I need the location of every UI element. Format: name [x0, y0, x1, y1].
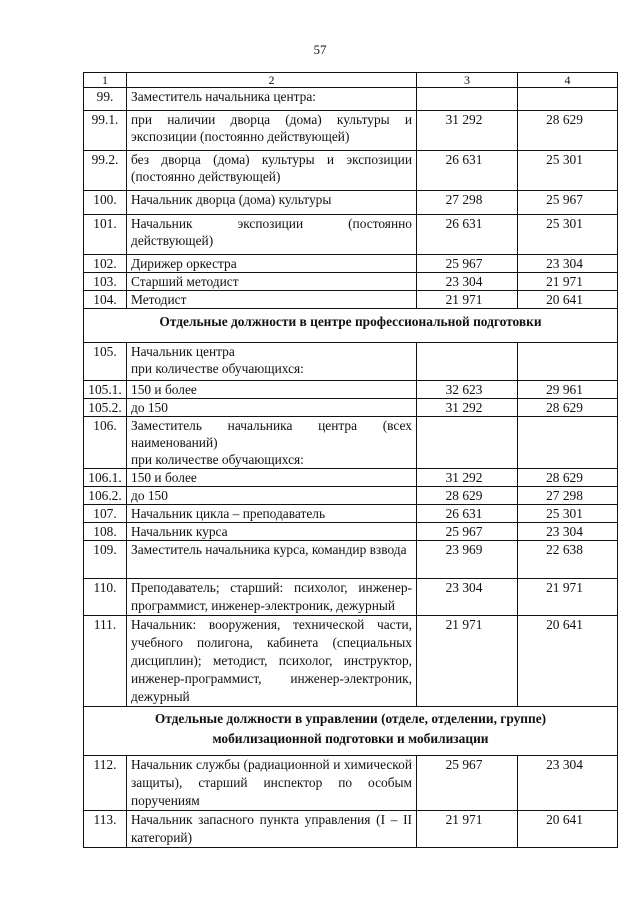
row-number: 99.2.	[84, 151, 127, 191]
section-title-line: Отдельные должности в управлении (отделе, отделении, группе)	[154, 711, 547, 726]
row-title-line: при количестве обучающихся:	[131, 361, 304, 376]
row-number: 112.	[84, 756, 127, 811]
section-heading-row	[84, 707, 618, 756]
value-col-4: 20 641	[518, 811, 618, 848]
row-number: 106.1.	[84, 469, 127, 487]
row-title-line: при количестве обучающихся:	[131, 452, 304, 467]
row-number: 111.	[84, 616, 127, 707]
value-col-3: 32 623	[417, 381, 518, 399]
row-number: 105.1.	[84, 381, 127, 399]
value-col-4: 28 629	[518, 399, 618, 417]
value-col-4: 22 638	[518, 541, 618, 579]
row-number: 101.	[84, 215, 127, 255]
table-row	[84, 381, 618, 399]
row-number: 105.2.	[84, 399, 127, 417]
table-row	[84, 111, 618, 151]
section-title	[84, 707, 618, 756]
table-row	[84, 273, 618, 291]
table-row	[84, 541, 618, 579]
value-col-4: 23 304	[518, 255, 618, 273]
row-title: Начальник дворца (дома) культуры	[127, 191, 417, 215]
row-title: до 150	[127, 487, 417, 505]
row-title: Начальник: вооружения, технической части, учебного полигона, кабинета (специальных дисциплин); методист, психолог, инструктор, инженер-программист, инженер-электроник, дежурный	[127, 616, 417, 707]
row-title: без дворца (дома) культуры и экспозиции (постоянно действующей)	[127, 151, 417, 191]
table-row	[84, 151, 618, 191]
table-row	[84, 523, 618, 541]
table-row	[84, 255, 618, 273]
row-title: Заместитель начальника курса, командир взвода	[127, 541, 417, 579]
value-col-3: 27 298	[417, 191, 518, 215]
page-number: 57	[313, 42, 327, 57]
value-col-4: 21 971	[518, 273, 618, 291]
row-number: 103.	[84, 273, 127, 291]
value-col-4: 28 629	[518, 469, 618, 487]
value-col-3: 25 967	[417, 523, 518, 541]
value-col-3: 31 292	[417, 469, 518, 487]
value-col-3: 26 631	[417, 505, 518, 523]
section-title-line: мобилизационной подготовки и мобилизации	[212, 731, 489, 746]
row-number: 99.	[84, 88, 127, 111]
row-title: при наличии дворца (дома) культуры и экспозиции (постоянно действующей)	[127, 111, 417, 151]
table-row	[84, 291, 618, 309]
table-row	[84, 215, 618, 255]
row-title: 150 и более	[127, 381, 417, 399]
value-col-3: 23 304	[417, 579, 518, 616]
row-title: Дирижер оркестра	[127, 255, 417, 273]
header-col-3: 3	[417, 73, 518, 88]
value-col-3: 25 967	[417, 756, 518, 811]
row-number: 110.	[84, 579, 127, 616]
row-number: 106.2.	[84, 487, 127, 505]
row-number: 108.	[84, 523, 127, 541]
value-col-4: 25 301	[518, 215, 618, 255]
value-col-3: 23 304	[417, 273, 518, 291]
row-title: Методист	[127, 291, 417, 309]
row-title: Начальник службы (радиационной и химической защиты), старший инспектор по особым поручениям	[127, 756, 417, 811]
value-col-3: 21 971	[417, 291, 518, 309]
row-number: 102.	[84, 255, 127, 273]
table-row	[84, 417, 618, 469]
row-title: Начальник цикла – преподаватель	[127, 505, 417, 523]
row-title	[127, 417, 417, 469]
row-title: Старший методист	[127, 273, 417, 291]
row-number: 99.1.	[84, 111, 127, 151]
row-number: 106.	[84, 417, 127, 469]
value-col-4	[518, 417, 618, 469]
table-header-row	[84, 73, 618, 88]
value-col-3: 21 971	[417, 811, 518, 848]
header-col-2: 2	[127, 73, 417, 88]
table-row	[84, 343, 618, 381]
table-row	[84, 616, 618, 707]
value-col-3: 25 967	[417, 255, 518, 273]
value-col-3: 23 969	[417, 541, 518, 579]
value-col-4: 28 629	[518, 111, 618, 151]
value-col-3	[417, 88, 518, 111]
value-col-4: 27 298	[518, 487, 618, 505]
row-number: 109.	[84, 541, 127, 579]
row-number: 104.	[84, 291, 127, 309]
table-row	[84, 756, 618, 811]
value-col-4: 25 301	[518, 151, 618, 191]
row-number: 100.	[84, 191, 127, 215]
row-title: Начальник запасного пункта управления (I – II категорий)	[127, 811, 417, 848]
row-title-line: Начальник центра	[131, 344, 235, 359]
table-row	[84, 505, 618, 523]
row-title-line: Заместитель начальника центра (всех наименований)	[131, 418, 412, 450]
table-row	[84, 88, 618, 111]
value-col-4: 23 304	[518, 756, 618, 811]
row-number: 107.	[84, 505, 127, 523]
value-col-3	[417, 417, 518, 469]
value-col-3: 26 631	[417, 215, 518, 255]
table-row	[84, 469, 618, 487]
value-col-4: 20 641	[518, 616, 618, 707]
table-row	[84, 579, 618, 616]
table-row	[84, 487, 618, 505]
salary-table	[83, 72, 618, 848]
row-title: Заместитель начальника центра:	[127, 88, 417, 111]
row-title: 150 и более	[127, 469, 417, 487]
value-col-4: 20 641	[518, 291, 618, 309]
value-col-3: 21 971	[417, 616, 518, 707]
value-col-4: 23 304	[518, 523, 618, 541]
value-col-3: 26 631	[417, 151, 518, 191]
table-row	[84, 399, 618, 417]
section-title: Отдельные должности в центре профессиональной подготовки	[84, 309, 618, 343]
value-col-4: 25 967	[518, 191, 618, 215]
row-number: 113.	[84, 811, 127, 848]
value-col-4	[518, 343, 618, 381]
table-row	[84, 811, 618, 848]
row-title: Преподаватель; старший: психолог, инженер-программист, инженер-электроник, дежурный	[127, 579, 417, 616]
value-col-4	[518, 88, 618, 111]
row-title: Начальник курса	[127, 523, 417, 541]
row-title	[127, 343, 417, 381]
value-col-3: 28 629	[417, 487, 518, 505]
value-col-3: 31 292	[417, 111, 518, 151]
value-col-3	[417, 343, 518, 381]
header-col-1: 1	[84, 73, 127, 88]
value-col-3: 31 292	[417, 399, 518, 417]
section-heading-row	[84, 309, 618, 343]
header-col-4: 4	[518, 73, 618, 88]
value-col-4: 29 961	[518, 381, 618, 399]
value-col-4: 21 971	[518, 579, 618, 616]
row-title: до 150	[127, 399, 417, 417]
value-col-4: 25 301	[518, 505, 618, 523]
table-row	[84, 191, 618, 215]
row-title: Начальник экспозиции (постоянно действующей)	[127, 215, 417, 255]
row-number: 105.	[84, 343, 127, 381]
